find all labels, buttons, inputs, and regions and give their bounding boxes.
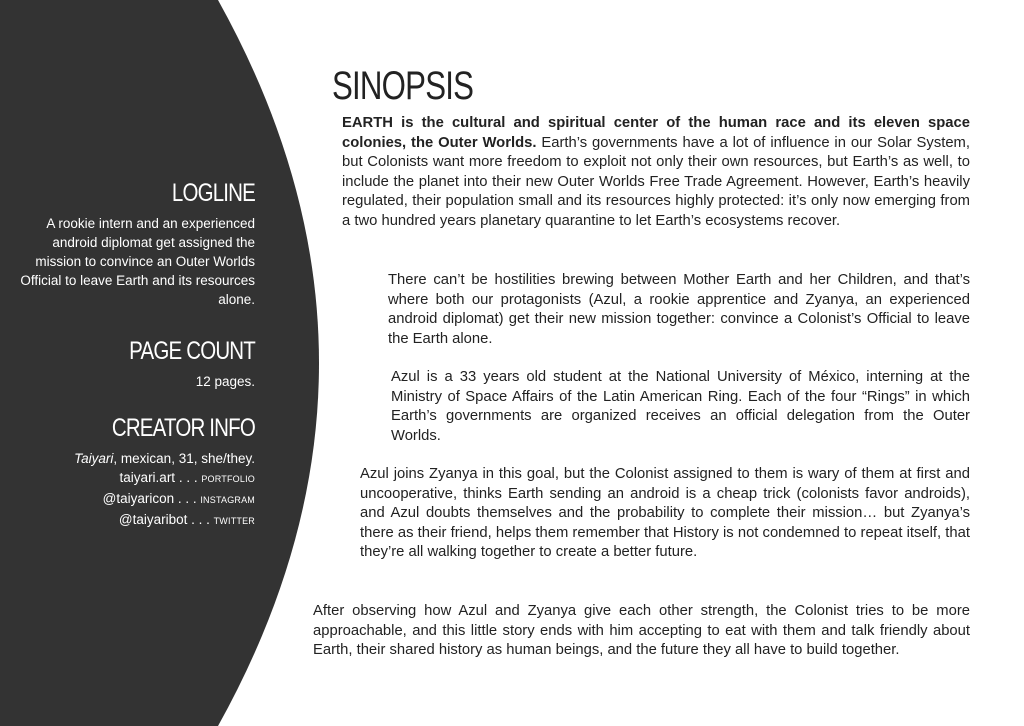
portfolio-link[interactable] (18, 468, 255, 489)
synopsis-paragraph-1 (342, 114, 970, 231)
creator-info-heading: CREATOR INFO (111, 414, 255, 442)
portfolio-label: PORTFOLIO (201, 474, 255, 484)
creator-info-line (18, 449, 255, 468)
twitter-link[interactable] (18, 510, 255, 531)
synopsis-paragraph-1-rest: Earth’s governments have a lot of influence in our Solar System, but Colonists want more freedom to exploit not only their own resources, but Earth’s as well, to include the planet into their new Outer Worlds Free Trade Agreement. However, Earth’s heavily regulated, their population small and its resources highly protected: it’s only now emerging from a two hundred years planetary quarantine to let Earth’s ecosystems recover. (342, 134, 970, 229)
creator-name: Taiyari (74, 451, 114, 466)
page-count-value: 12 pages. (195, 374, 255, 389)
sidebar (18, 178, 255, 531)
logline-heading: LOGLINE (171, 179, 255, 207)
twitter-separator: . . . (187, 512, 214, 527)
twitter-label: TWITTER (213, 516, 255, 526)
synopsis-paragraph-2: There can’t be hostilities brewing between Mother Earth and her Children, and that’s where both our protagonists (Azul, a rookie apprentice and Zyanya, an experienced android diplomat) get their new mission together: convince a Colonist’s Official to leave the Earth alone. (388, 272, 970, 347)
instagram-label: INSTAGRAM (200, 495, 255, 505)
synopsis-paragraph-5: After observing how Azul and Zyanya give each other strength, the Colonist tries to be more approachable, and this little story ends with him accepting to eat with them and talk friendly about Earth, their shared history as human beings, and the future they all have to build together. (313, 603, 970, 658)
logline-text: A rookie intern and an experienced android diplomat get assigned the mission to convince an Outer Worlds Official to leave Earth and its resources alone. (20, 216, 255, 307)
instagram-link[interactable] (18, 489, 255, 510)
synopsis-paragraph-3: Azul is a 33 years old student at the National University of México, interning at the Ministry of Space Affairs of the Latin American Ring. Each of the four “Rings” in which Earth’s governments are organized receives an official delegation from the Outer Worlds. (391, 369, 970, 444)
portfolio-handle[interactable]: taiyari.art (119, 470, 176, 485)
instagram-handle[interactable]: @taiyaricon (102, 491, 175, 506)
synopsis-paragraph-4: Azul joins Zyanya in this goal, but the Colonist assigned to them is wary of them at first and uncooperative, thinks Earth sending an android is a cheap trick (colonists favor androids), and Azul doubts themselves and the probability to complete their mission… but Zyanya’s there as their friend, helps them remember that History is not condemned to repeat itself, that they’re all walking together to create a better future. (360, 466, 970, 560)
creator-details: , mexican, 31, she/they. (113, 451, 255, 466)
synopsis-lead: EARTH is the cultural and spiritual center of the human race and its eleven space colonies, the Outer Worlds. (342, 115, 970, 151)
page-count-heading: PAGE COUNT (129, 337, 255, 365)
synopsis-title: SINOPSIS (332, 64, 474, 108)
twitter-handle[interactable]: @taiyaribot (118, 512, 188, 527)
portfolio-separator: . . . (175, 470, 202, 485)
instagram-separator: . . . (174, 491, 201, 506)
